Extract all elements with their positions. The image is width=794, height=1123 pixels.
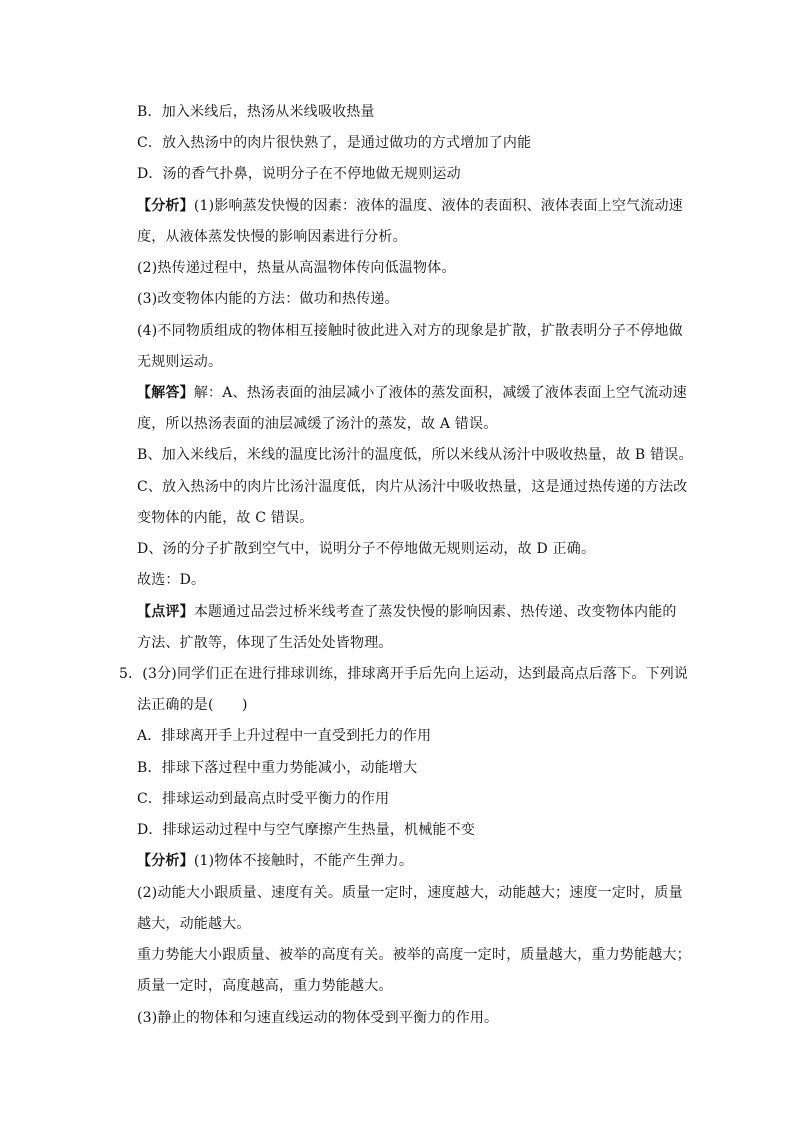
q4-analysis-tag: 【分析】 [137, 198, 194, 214]
q4-answer-c1: C、放入热汤中的肉片比汤汁温度低，肉片从汤汁中吸收热量，这是通过热传递的方法改 [137, 479, 688, 495]
q4-analysis-4a: (4)不同物质组成的物体相互接触时彼此进入对方的现象是扩散，扩散表明分子不停地做 [137, 323, 683, 339]
q5-option-c: C．排球运动到最高点时受平衡力的作用 [137, 791, 390, 807]
q4-analysis-1a: (1)影响蒸发快慢的因素：液体的温度、液体的表面积、液体表面上空气流动速 [193, 198, 683, 214]
q4-comment-1: 本题通过品尝过桥米线考查了蒸发快慢的影响因素、热传递、改变物体内能的 [193, 604, 677, 620]
q4-answer-a1: 解：A、热汤表面的油层减小了液体的蒸发面积，减缓了液体表面上空气流动速 [193, 385, 687, 401]
q5-analysis-line [137, 852, 413, 870]
q4-option-d: D．汤的香气扑鼻，说明分子在不停地做无规则运动 [137, 166, 461, 182]
q4-option-b: B．加入米线后，热汤从米线吸收热量 [137, 104, 375, 120]
q5-analysis-2c: 重力势能大小跟质量、被举的高度有关。被举的高度一定时，质量越大，重力势能越大； [137, 947, 691, 963]
q5-option-d: D．排球运动过程中与空气摩擦产生热量，机械能不变 [137, 822, 476, 838]
q4-answer-b: B、加入米线后，米线的温度比汤汁的温度低，所以米线从汤汁中吸收热量，故 B 错误。 [137, 447, 693, 463]
q4-analysis-line [137, 197, 683, 215]
q5-analysis-tag: 【分析】 [137, 853, 194, 869]
q5-stem-2: 法正确的是( ) [137, 697, 248, 713]
q5-analysis-2a: (2)动能大小跟质量、速度有关。质量一定时，速度越大，动能越大；速度一定时，质量 [137, 885, 683, 901]
q4-analysis-1b: 度，从液体蒸发快慢的影响因素进行分析。 [137, 229, 407, 245]
q4-analysis-3: (3)改变物体内能的方法：做功和热传递。 [137, 291, 399, 307]
q4-comment-tag: 【点评】 [137, 604, 194, 620]
q4-comment-line [137, 603, 677, 621]
q4-option-c: C．放入热汤中的肉片很快熟了，是通过做功的方式增加了内能 [137, 135, 532, 151]
q5-analysis-3: (3)静止的物体和匀速直线运动的物体受到平衡力的作用。 [137, 1010, 499, 1026]
q4-answer-d: D、汤的分子扩散到空气中，说明分子不停地做无规则运动，故 D 正确。 [137, 541, 596, 557]
q4-choice: 故选：D。 [137, 572, 206, 588]
q4-analysis-2: (2)热传递过程中，热量从高温物体传向低温物体。 [137, 260, 456, 276]
q4-answer-line [137, 384, 687, 402]
q5-option-b: B．排球下落过程中重力势能减小，动能增大 [137, 760, 418, 776]
q5-stem-1: 5．(3分)同学们正在进行排球训练，排球离开手后先向上运动，达到最高点后落下。下列说 [119, 666, 689, 682]
q4-comment-2: 方法、扩散等，体现了生活处处皆物理。 [137, 635, 393, 651]
q4-answer-tag: 【解答】 [137, 385, 194, 401]
q5-option-a: A．排球离开手上升过程中一直受到托力的作用 [137, 728, 432, 744]
q5-analysis-1: (1)物体不接触时，不能产生弹力。 [193, 853, 414, 869]
q4-answer-a2: 度，所以热汤表面的油层减缓了汤汁的蒸发，故 A 错误。 [137, 416, 498, 432]
q4-analysis-4b: 无规则运动。 [137, 354, 223, 370]
q5-analysis-2d: 质量一定时，高度越高，重力势能越大。 [137, 978, 393, 994]
q5-analysis-2b: 越大，动能越大。 [137, 916, 251, 932]
q4-answer-c2: 变物体的内能，故 C 错误。 [137, 510, 314, 526]
